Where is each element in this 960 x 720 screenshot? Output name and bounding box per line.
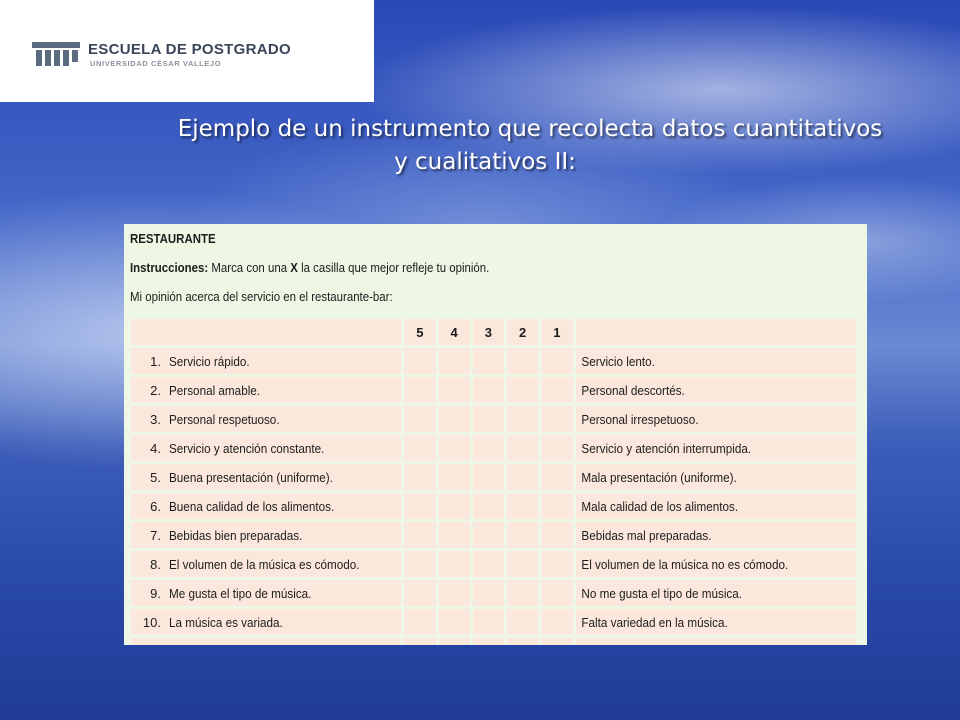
rating-box-3[interactable] (473, 522, 504, 548)
item-negative (576, 435, 856, 461)
item-positive (131, 377, 401, 403)
item-negative-label: Mala calidad de los alimentos. (580, 498, 738, 514)
item-positive-label: Buena calidad de los alimentos. (169, 498, 335, 514)
rating-box-3[interactable] (473, 580, 504, 606)
rating-box-5[interactable] (404, 609, 435, 635)
item-positive (131, 493, 401, 519)
item-positive (131, 522, 401, 548)
rating-box-5[interactable] (404, 435, 435, 461)
item-number: 6. (150, 498, 161, 514)
rating-box-1[interactable] (541, 435, 572, 461)
ucv-logo-icon (32, 42, 80, 68)
instructions-pre: Marca con una (211, 260, 288, 275)
table-row (131, 551, 856, 577)
rating-box-4[interactable] (439, 580, 470, 606)
table-row (131, 464, 856, 490)
rating-box-1[interactable] (541, 406, 572, 432)
logo-title: ESCUELA DE POSTGRADO (88, 41, 291, 58)
rating-box-1[interactable] (541, 609, 572, 635)
rating-box-5[interactable] (404, 493, 435, 519)
rating-box-3[interactable] (473, 609, 504, 635)
item-positive-label: El volumen de la música es cómodo. (169, 556, 360, 572)
rating-box-3[interactable] (473, 435, 504, 461)
item-negative-label: El volumen de la música no es cómodo. (580, 556, 788, 572)
scale-label-5: 5 (404, 319, 435, 345)
item-number: 7. (150, 527, 161, 543)
rating-box-4[interactable] (439, 406, 470, 432)
item-negative (576, 609, 856, 635)
partial-cell (507, 638, 538, 645)
item-positive (131, 609, 401, 635)
item-number: 5. (150, 469, 161, 485)
item-number: 2. (150, 382, 161, 398)
item-positive-label: La música es variada. (169, 614, 283, 630)
rating-box-2[interactable] (507, 609, 538, 635)
rating-box-3[interactable] (473, 493, 504, 519)
partial-cell (404, 638, 435, 645)
rating-box-4[interactable] (439, 609, 470, 635)
item-negative-label: Mala presentación (uniforme). (580, 469, 737, 485)
item-positive (131, 551, 401, 577)
slide-title-line-1: Ejemplo de un instrumento que recolecta datos cuantitativos (177, 116, 883, 142)
item-positive-label: Me gusta el tipo de música. (169, 585, 312, 601)
survey-form (124, 224, 867, 645)
rating-box-5[interactable] (404, 377, 435, 403)
logo-subtitle: UNIVERSIDAD CÉSAR VALLEJO (90, 59, 222, 68)
rating-box-5[interactable] (404, 522, 435, 548)
rating-box-4[interactable] (439, 377, 470, 403)
table-row (131, 580, 856, 606)
item-positive-label: Bebidas bien preparadas. (169, 527, 303, 543)
table-row (131, 493, 856, 519)
rating-box-5[interactable] (404, 406, 435, 432)
form-heading: RESTAURANTE (130, 231, 216, 246)
item-positive-label: Personal amable. (169, 382, 261, 398)
scale-header-row (131, 319, 856, 345)
instructions-mark: X (290, 260, 298, 275)
rating-box-1[interactable] (541, 464, 572, 490)
slide-title-line-2: y cualitativos II: (394, 149, 576, 175)
rating-box-1[interactable] (541, 377, 572, 403)
scale-label-1: 1 (541, 319, 572, 345)
item-negative (576, 551, 856, 577)
logo-panel (0, 0, 374, 102)
rating-box-2[interactable] (507, 464, 538, 490)
table-row (131, 348, 856, 374)
rating-box-1[interactable] (541, 551, 572, 577)
rating-box-2[interactable] (507, 522, 538, 548)
partial-cell (439, 638, 470, 645)
item-positive (131, 406, 401, 432)
scale-label-2: 2 (507, 319, 538, 345)
item-negative (576, 377, 856, 403)
slide-title (110, 113, 950, 179)
rating-box-5[interactable] (404, 464, 435, 490)
rating-box-2[interactable] (507, 406, 538, 432)
rating-box-4[interactable] (439, 348, 470, 374)
scale-label-3: 3 (473, 319, 504, 345)
item-positive-label: Personal respetuoso. (169, 411, 280, 427)
rating-box-4[interactable] (439, 551, 470, 577)
item-positive (131, 435, 401, 461)
item-negative (576, 406, 856, 432)
item-positive-label: Servicio y atención constante. (169, 440, 325, 456)
table-row (131, 522, 856, 548)
rating-box-3[interactable] (473, 406, 504, 432)
rating-box-4[interactable] (439, 493, 470, 519)
rating-box-1[interactable] (541, 348, 572, 374)
header-blank-right (576, 319, 856, 345)
table-row (131, 377, 856, 403)
table-row (131, 406, 856, 432)
item-negative (576, 348, 856, 374)
rating-box-3[interactable] (473, 377, 504, 403)
rating-box-3[interactable] (473, 464, 504, 490)
item-negative-label: Personal descortés. (580, 382, 685, 398)
item-number: 4. (150, 440, 161, 456)
header-blank-left (131, 319, 401, 345)
table-row-partial (131, 638, 856, 645)
rating-box-1[interactable] (541, 493, 572, 519)
item-negative-label: Personal irrespetuoso. (580, 411, 699, 427)
rating-box-2[interactable] (507, 580, 538, 606)
rating-box-2[interactable] (507, 348, 538, 374)
instructions-label: Instrucciones: (130, 260, 209, 275)
scale-label-4: 4 (439, 319, 470, 345)
rating-box-5[interactable] (404, 551, 435, 577)
item-number: 10. (142, 614, 161, 630)
form-instructions (130, 260, 489, 275)
rating-box-3[interactable] (473, 551, 504, 577)
table-row (131, 435, 856, 461)
partial-cell (576, 638, 856, 645)
item-number: 3. (150, 411, 161, 427)
rating-box-2[interactable] (507, 493, 538, 519)
item-negative (576, 464, 856, 490)
item-negative-label: Bebidas mal preparadas. (580, 527, 712, 543)
opinion-prompt: Mi opinión acerca del servicio en el restaurante-bar: (130, 289, 393, 304)
item-positive (131, 464, 401, 490)
item-negative (576, 522, 856, 548)
rating-box-5[interactable] (404, 348, 435, 374)
item-negative-label: Falta variedad en la música. (580, 614, 728, 630)
item-negative-label: Servicio lento. (580, 353, 655, 369)
item-number: 9. (150, 585, 161, 601)
partial-cell (541, 638, 572, 645)
rating-box-5[interactable] (404, 580, 435, 606)
item-negative-label: Servicio y atención interrumpida. (580, 440, 751, 456)
rating-box-3[interactable] (473, 348, 504, 374)
rating-box-4[interactable] (439, 435, 470, 461)
instructions-post: la casilla que mejor refleje tu opinión. (301, 260, 490, 275)
item-positive-label: Buena presentación (uniforme). (169, 469, 333, 485)
rating-box-2[interactable] (507, 377, 538, 403)
partial-cell (473, 638, 504, 645)
rating-box-4[interactable] (439, 522, 470, 548)
rating-box-1[interactable] (541, 522, 572, 548)
item-positive (131, 348, 401, 374)
partial-cell (131, 638, 401, 645)
rating-box-4[interactable] (439, 464, 470, 490)
item-negative-label: No me gusta el tipo de música. (580, 585, 742, 601)
item-negative (576, 493, 856, 519)
item-negative (576, 580, 856, 606)
item-number: 8. (150, 556, 161, 572)
rating-table (128, 316, 859, 645)
item-positive-label: Servicio rápido. (169, 353, 250, 369)
rating-box-2[interactable] (507, 435, 538, 461)
rating-box-1[interactable] (541, 580, 572, 606)
item-number: 1. (150, 353, 161, 369)
item-positive (131, 580, 401, 606)
table-row (131, 609, 856, 635)
rating-box-2[interactable] (507, 551, 538, 577)
